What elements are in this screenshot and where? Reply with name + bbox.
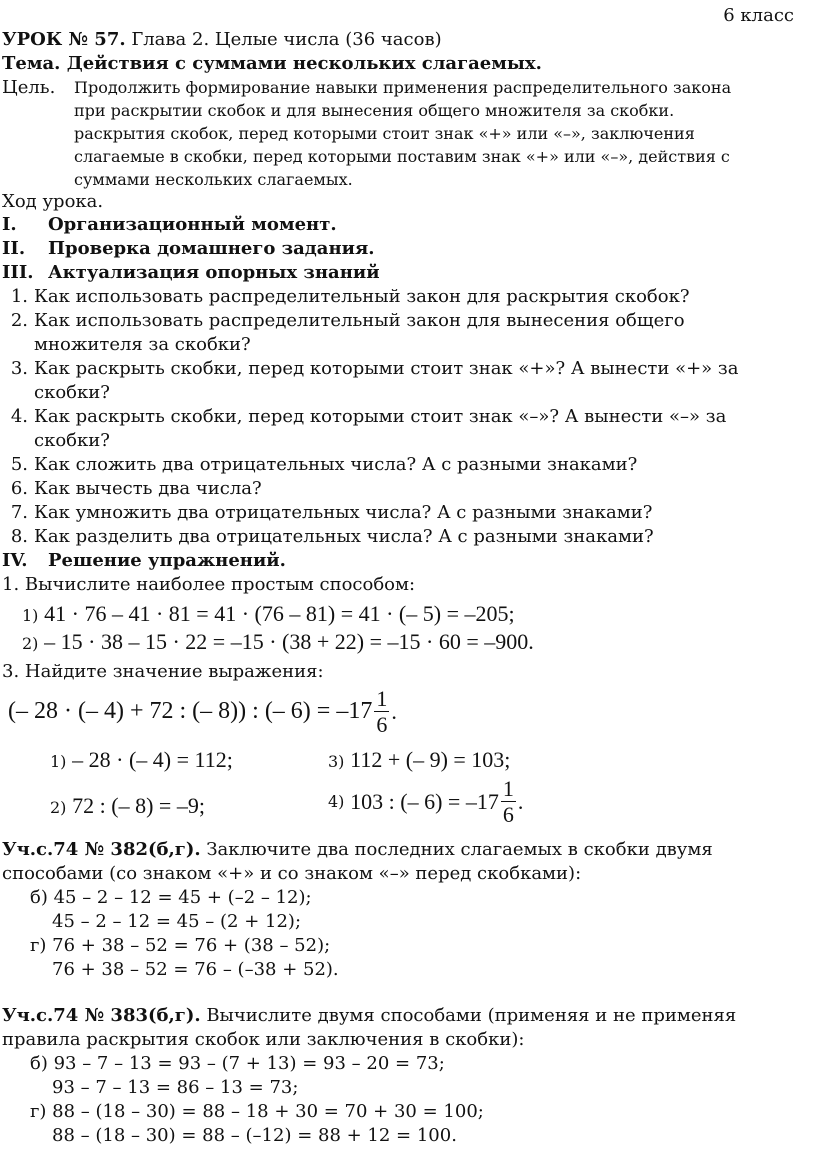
- task-label: Уч.с.74 № 382(б,г).: [2, 839, 201, 860]
- exercise-3-step-3: [328, 746, 510, 775]
- item-label: 4): [328, 791, 345, 811]
- task-383-text: правила раскрытия скобок или заключения в скобки):: [2, 1029, 525, 1050]
- solution-line: г) 88 – (18 – 30) = 88 – 18 + 30 = 70 + 30 = 100;: [30, 1101, 484, 1122]
- goal-line: Продолжить формирование навыки применения распределительного закона: [74, 78, 732, 97]
- topic-label: Тема.: [2, 53, 61, 74]
- item-label: 3): [328, 752, 345, 771]
- section-number: II.: [2, 238, 26, 259]
- section-1: [2, 213, 337, 236]
- math-expression: (– 28 · (– 4) + 72 : (– 8)) : (– 6) = –17: [8, 698, 373, 725]
- section-4: [2, 549, 286, 572]
- exercise-3-title: 3. Найдите значение выражения:: [2, 661, 324, 682]
- exercise-3-step-1: [50, 746, 233, 775]
- solution-line: 45 – 2 – 12 = 45 – (2 + 12);: [52, 911, 302, 932]
- math-expression: 112 + (– 9) = 103;: [350, 747, 511, 772]
- lesson-line: [2, 28, 442, 51]
- exercise-1-item-2: [22, 628, 534, 657]
- questions-list: [0, 285, 738, 549]
- task-text: Вычислите двумя способами (применяя и не применяя: [200, 1005, 737, 1026]
- solution-line: 76 + 38 – 52 = 76 – (–38 + 52).: [52, 959, 339, 980]
- solution-line: 88 – (18 – 30) = 88 – (–12) = 88 + 12 = 100.: [52, 1125, 457, 1146]
- question-item-continued: скобки?: [34, 430, 110, 451]
- section-3: [2, 261, 380, 284]
- goal-line: слагаемые в скобки, перед которыми поставим знак «+» или «–», действия с: [74, 147, 730, 166]
- exercise-1-title: 1. Вычислите наиболее простым способом:: [2, 574, 416, 595]
- section-title: Решение упражнений.: [48, 550, 286, 571]
- question-item: 3. Как раскрыть скобки, перед которыми стоит знак «+»? А вынести «+» за: [10, 358, 739, 379]
- exercise-1-item-1: [22, 600, 515, 629]
- task-382-solutions: [30, 886, 339, 982]
- goal-label: Цель.: [2, 77, 56, 98]
- exercise-3-step-4: 4) 103 : (– 6) = –17 $\frac{1}{6}$ .: [328, 776, 524, 827]
- grade-label: 6 класс: [723, 5, 794, 26]
- math-expression: 41 · 76 – 41 · 81 = 41 · (76 – 81) = 41 · (– 5) = –205;: [44, 601, 515, 626]
- task-text: Заключите два последних слагаемых в скобки двумя: [200, 839, 713, 860]
- fraction: $\frac{1}{6}$: [376, 686, 388, 737]
- question-item: 6. Как вычесть два числа?: [10, 478, 262, 499]
- goal-line: суммами нескольких слагаемых.: [74, 170, 353, 189]
- lesson-chapter: Глава 2. Целые числа (36 часов): [125, 29, 442, 50]
- math-expression: – 15 · 38 – 15 · 22 = –15 · (38 + 22) = –15 · 60 = –900.: [44, 629, 534, 654]
- exercise-3-step-2: [50, 792, 205, 821]
- question-item: 4. Как раскрыть скобки, перед которыми стоит знак «–»? А вынести «–» за: [10, 406, 727, 427]
- section-number: IV.: [2, 550, 28, 571]
- solution-line: 93 – 7 – 13 = 86 – 13 = 73;: [52, 1077, 299, 1098]
- solution-line: г) 76 + 38 – 52 = 76 + (38 – 52);: [30, 935, 331, 956]
- math-expression: 103 : (– 6) = –17: [350, 788, 499, 814]
- solution-line: б) 93 – 7 – 13 = 93 – (7 + 13) = 93 – 20 = 73;: [30, 1053, 445, 1074]
- fraction: $\frac{1}{6}$: [502, 776, 514, 827]
- question-item: 2. Как использовать распределительный закон для вынесения общего: [10, 310, 685, 331]
- math-expression: 72 : (– 8) = –9;: [72, 793, 205, 818]
- question-item: 1. Как использовать распределительный закон для раскрытия скобок?: [10, 286, 690, 307]
- math-expression: – 28 · (– 4) = 112;: [72, 747, 233, 772]
- task-label: Уч.с.74 № 383(б,г).: [2, 1005, 201, 1026]
- task-383-solutions: [30, 1052, 484, 1148]
- solution-line: б) 45 – 2 – 12 = 45 + (–2 – 12);: [30, 887, 312, 908]
- task-383-heading: [2, 1004, 736, 1027]
- item-label: 1): [50, 752, 67, 771]
- section-title: Актуализация опорных знаний: [48, 262, 380, 283]
- question-item: 8. Как разделить два отрицательных числа? А с разными знаками?: [10, 526, 654, 547]
- task-382-text: способами (со знаком «+» и со знаком «–» перед скобками):: [2, 863, 582, 884]
- question-item-continued: множителя за скобки?: [34, 334, 251, 355]
- section-title: Проверка домашнего задания.: [48, 238, 375, 259]
- exercise-3-main: (– 28 · (– 4) + 72 : (– 8)) : (– 6) = –17 $\frac{1}{6}$ .: [8, 686, 397, 737]
- question-item: 7. Как умножить два отрицательных числа? А с разными знаками?: [10, 502, 653, 523]
- question-item: 5. Как сложить два отрицательных числа? А с разными знаками?: [10, 454, 638, 475]
- task-382-heading: [2, 838, 713, 861]
- item-label: 2): [22, 634, 39, 653]
- lesson-label: УРОК № 57.: [2, 29, 126, 50]
- section-2: [2, 237, 375, 260]
- goal-line: раскрытия скобок, перед которыми стоит знак «+» или «–», заключения: [74, 124, 695, 143]
- topic-text: Действия с суммами нескольких слагаемых.: [60, 53, 542, 74]
- topic-line: [2, 52, 542, 75]
- item-label: 2): [50, 798, 67, 817]
- goal-text: [74, 76, 731, 191]
- question-item-continued: скобки?: [34, 382, 110, 403]
- section-title: Организационный момент.: [48, 214, 337, 235]
- goal-line: при раскрытии скобок и для вынесения общего множителя за скобки.: [74, 101, 675, 120]
- section-number: I.: [2, 214, 17, 235]
- course-title: Ход урока.: [2, 191, 104, 212]
- section-number: III.: [2, 262, 34, 283]
- item-label: 1): [22, 606, 39, 625]
